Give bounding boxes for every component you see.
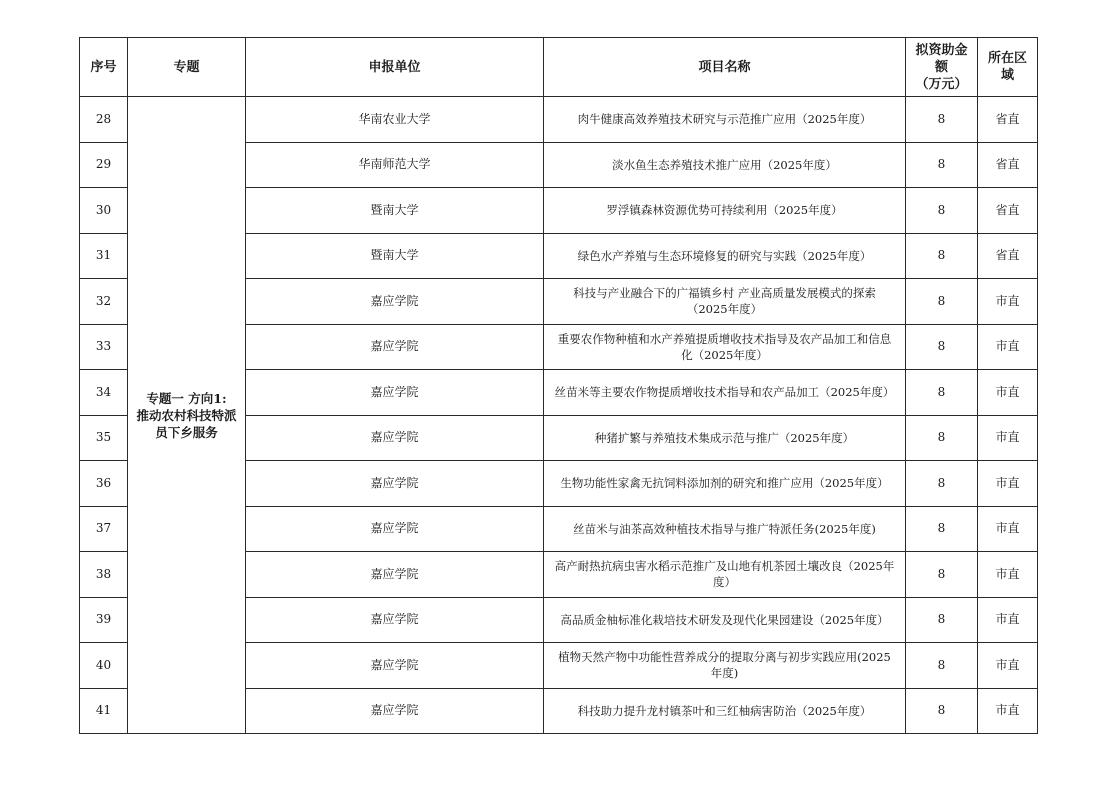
project-name: 科技与产业融合下的广福镇乡村 产业高质量发展模式的探索（2025年度）	[544, 279, 906, 325]
funding-amount: 8	[906, 233, 978, 279]
header-amount	[906, 38, 978, 97]
project-name: 生物功能性家禽无抗饲料添加剂的研究和推广应用（2025年度）	[544, 461, 906, 507]
header-amount-line2: （万元）	[915, 76, 968, 92]
header-topic: 专题	[128, 38, 246, 97]
row-number: 32	[80, 279, 128, 325]
project-name: 高产耐热抗病虫害水稻示范推广及山地有机茶园土壤改良（2025年度）	[544, 552, 906, 598]
applicant-unit: 嘉应学院	[246, 506, 544, 552]
region: 市直	[978, 688, 1038, 734]
topic-line1: 专题一 方向1:	[146, 390, 227, 406]
project-name: 丝苗米等主要农作物提质增收技术指导和农产品加工（2025年度）	[544, 370, 906, 416]
project-name: 科技助力提升龙村镇茶叶和三红柚病害防治（2025年度）	[544, 688, 906, 734]
applicant-unit: 暨南大学	[246, 188, 544, 234]
region: 省直	[978, 233, 1038, 279]
applicant-unit: 嘉应学院	[246, 643, 544, 689]
row-number: 33	[80, 324, 128, 370]
applicant-unit: 嘉应学院	[246, 461, 544, 507]
applicant-unit: 嘉应学院	[246, 415, 544, 461]
row-number: 34	[80, 370, 128, 416]
region: 市直	[978, 415, 1038, 461]
applicant-unit: 嘉应学院	[246, 279, 544, 325]
region: 市直	[978, 370, 1038, 416]
row-number: 40	[80, 643, 128, 689]
funding-amount: 8	[906, 279, 978, 325]
applicant-unit: 暨南大学	[246, 233, 544, 279]
project-funding-table	[79, 37, 1038, 734]
funding-amount: 8	[906, 461, 978, 507]
header-amount-line1: 拟资助金额	[915, 42, 968, 75]
applicant-unit: 嘉应学院	[246, 552, 544, 598]
applicant-unit: 嘉应学院	[246, 688, 544, 734]
region: 省直	[978, 97, 1038, 143]
region: 市直	[978, 552, 1038, 598]
row-number: 41	[80, 688, 128, 734]
funding-amount: 8	[906, 97, 978, 143]
project-name: 种猪扩繁与养殖技术集成示范与推广（2025年度）	[544, 415, 906, 461]
row-number: 36	[80, 461, 128, 507]
funding-amount: 8	[906, 597, 978, 643]
row-number: 28	[80, 97, 128, 143]
project-name: 淡水鱼生态养殖技术推广应用（2025年度）	[544, 142, 906, 188]
header-no: 序号	[80, 38, 128, 97]
row-number: 37	[80, 506, 128, 552]
row-number: 31	[80, 233, 128, 279]
funding-amount: 8	[906, 688, 978, 734]
project-name: 重要农作物种植和水产养殖提质增收技术指导及农产品加工和信息化（2025年度）	[544, 324, 906, 370]
funding-amount: 8	[906, 506, 978, 552]
region: 省直	[978, 142, 1038, 188]
row-number: 38	[80, 552, 128, 598]
funding-amount: 8	[906, 188, 978, 234]
applicant-unit: 华南师范大学	[246, 142, 544, 188]
applicant-unit: 华南农业大学	[246, 97, 544, 143]
region: 市直	[978, 324, 1038, 370]
region: 市直	[978, 643, 1038, 689]
funding-amount: 8	[906, 370, 978, 416]
document-table-container	[79, 37, 1037, 734]
applicant-unit: 嘉应学院	[246, 597, 544, 643]
funding-amount: 8	[906, 643, 978, 689]
topic-cell	[128, 97, 246, 734]
topic-line3: 员下乡服务	[155, 424, 218, 440]
topic-line2: 推动农村科技特派	[136, 407, 237, 423]
applicant-unit: 嘉应学院	[246, 370, 544, 416]
header-project: 项目名称	[544, 38, 906, 97]
header-unit: 申报单位	[246, 38, 544, 97]
project-name: 丝苗米与油茶高效种植技术指导与推广特派任务(2025年度)	[544, 506, 906, 552]
region: 市直	[978, 597, 1038, 643]
row-number: 30	[80, 188, 128, 234]
funding-amount: 8	[906, 324, 978, 370]
funding-amount: 8	[906, 142, 978, 188]
header-region: 所在区域	[978, 38, 1038, 97]
row-number: 35	[80, 415, 128, 461]
applicant-unit: 嘉应学院	[246, 324, 544, 370]
project-name: 肉牛健康高效养殖技术研究与示范推广应用（2025年度）	[544, 97, 906, 143]
project-name: 高品质金柚标准化栽培技术研发及现代化果园建设（2025年度）	[544, 597, 906, 643]
table-row	[80, 97, 1038, 143]
table-header-row	[80, 38, 1038, 97]
project-name: 植物天然产物中功能性营养成分的提取分离与初步实践应用(2025年度)	[544, 643, 906, 689]
project-name: 绿色水产养殖与生态环境修复的研究与实践（2025年度）	[544, 233, 906, 279]
row-number: 39	[80, 597, 128, 643]
project-name: 罗浮镇森林资源优势可持续利用（2025年度）	[544, 188, 906, 234]
funding-amount: 8	[906, 415, 978, 461]
funding-amount: 8	[906, 552, 978, 598]
region: 市直	[978, 461, 1038, 507]
region: 省直	[978, 188, 1038, 234]
row-number: 29	[80, 142, 128, 188]
region: 市直	[978, 279, 1038, 325]
region: 市直	[978, 506, 1038, 552]
table-body	[80, 97, 1038, 734]
